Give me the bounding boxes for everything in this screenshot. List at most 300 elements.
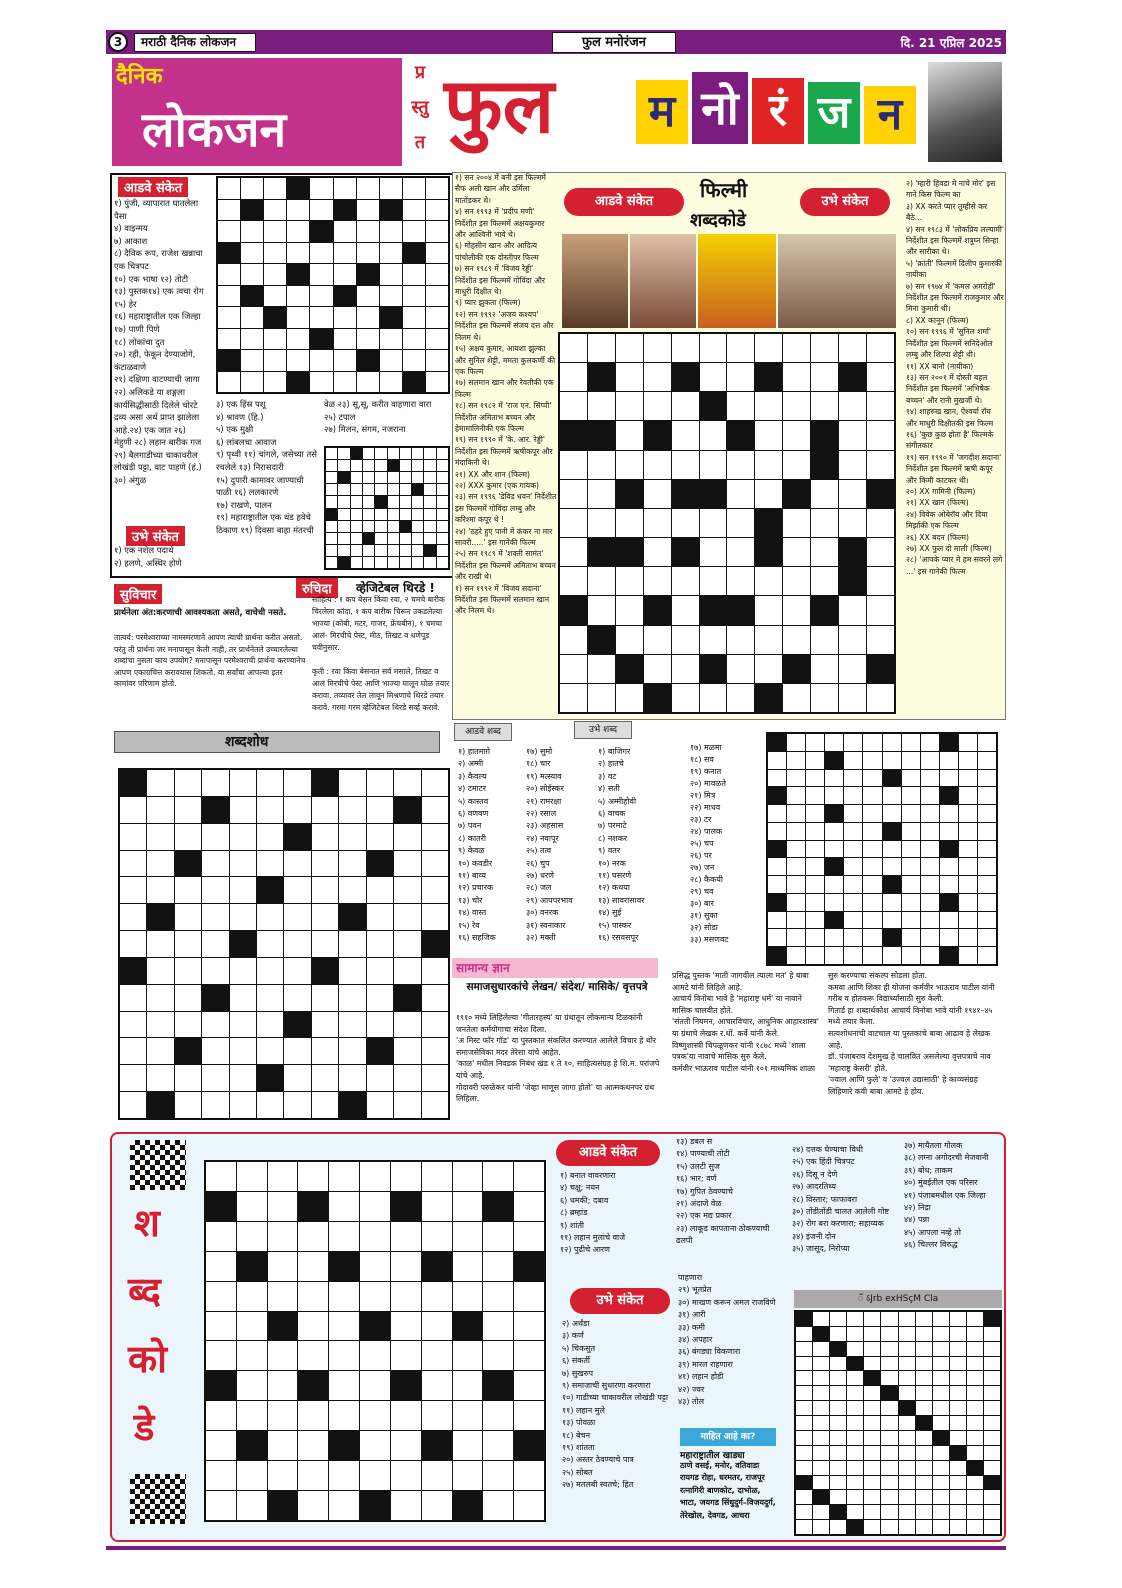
shabdshodh-cell [257,1092,283,1118]
solution-cell [424,521,435,532]
solution-cell [959,752,977,769]
film-cell [727,421,754,449]
crossword-cell [391,1162,421,1191]
crossword-cell [360,1282,390,1311]
shabdshodh-cell [422,797,448,823]
wordsearch-cell [830,1431,846,1445]
shabdshodh-cell [120,958,146,984]
film-cell [783,421,810,449]
shabdshodh-cell [147,1038,173,1064]
crossword-cell [264,329,286,350]
solution-cell [921,912,939,929]
wordsearch-cell [796,1357,812,1371]
film-cell [588,626,615,654]
wordsearch-cell [847,1490,863,1504]
wordsearch-cell [881,1416,897,1430]
wordsearch-cell [933,1431,949,1445]
film-cell [672,655,699,683]
crossword-cell [298,1222,328,1251]
solution-cell [326,460,337,471]
crossword-cell [268,1312,298,1341]
solution-cell [388,460,399,471]
film-cell [588,509,615,537]
solution-cell [375,448,386,459]
shabdshodh-cell [257,1012,283,1038]
solution-cell [940,805,958,822]
solution-cell [326,509,337,520]
solution-cell [787,823,805,840]
solution-cell [883,841,901,858]
wordsearch-cell [864,1401,880,1415]
wordsearch-cell [864,1342,880,1356]
shabdshodh-cell [230,958,256,984]
shabdshodh-cell [147,877,173,903]
shabdshodh-cell [202,824,228,850]
solution-cell [338,545,349,556]
solution-cell [825,787,843,804]
crossword-cell [329,1341,359,1370]
wordsearch-cell [847,1357,863,1371]
wordsearch-cell [984,1505,1000,1519]
wordsearch-cell [984,1520,1000,1534]
wordsearch-cell [847,1505,863,1519]
film-cell [616,596,643,624]
crossword-cell [287,178,309,199]
crossword-cell [483,1401,513,1430]
wordsearch-cell [933,1357,949,1371]
solution-cell [978,823,996,840]
wordsearch-cell [813,1401,829,1415]
crossword-cell [422,1252,452,1281]
shabdshodh-cell [284,1012,310,1038]
solution-cell [940,947,958,964]
side-pattern-bottom [130,1474,186,1524]
shabdshodh-cell [284,1038,310,1064]
wordsearch-cell [881,1327,897,1341]
wordsearch-cell [933,1342,949,1356]
shabdshodh-cell [147,770,173,796]
crossword-cell [329,1162,359,1191]
solution-cell [388,472,399,483]
shabdshodh-cell [339,931,365,957]
solution-cell [921,805,939,822]
crossword-cell [298,1312,328,1341]
wordsearch-cell [796,1401,812,1415]
wordsearch-cell [933,1461,949,1475]
wordsearch-cell [796,1431,812,1445]
crossword-cell [241,286,263,307]
crossword-cell [334,350,356,371]
side-title-4: डे [134,1405,155,1449]
shabdshodh-cell [339,797,365,823]
solution-cell [768,858,786,875]
wordsearch-cell [881,1505,897,1519]
solution-cell [959,841,977,858]
film-down-label: उभे संकेत [800,188,890,216]
film-cell [867,567,894,595]
solution-cell [863,787,881,804]
shabdshodh-cell [312,958,338,984]
film-cell [755,392,782,420]
solution-cell [806,929,824,946]
film-cell [867,538,894,566]
solution-cell [959,734,977,751]
shabdshodh-cell [312,824,338,850]
film-cell [783,567,810,595]
crossword-cell [403,178,425,199]
solution-cell [768,734,786,751]
shabdshodh-cell [339,1092,365,1118]
crossword-cell [360,1192,390,1221]
crossword1-grid[interactable] [216,176,450,394]
shabdshodh-cell [422,824,448,850]
film-cell [783,451,810,479]
shabdshodh-cell [230,770,256,796]
shabdshodh-cell [230,851,256,877]
solution-cell [375,472,386,483]
paper-name: मराठी दैनिक लोकजन [134,33,256,52]
wordsearch-cell [847,1312,863,1326]
shabdshodh-cell [230,931,256,957]
crossword-cell [514,1401,544,1430]
solution-cell [844,929,862,946]
solution-cell [883,894,901,911]
solution-cell [940,929,958,946]
wordsearch-cell [967,1431,983,1445]
crossword-cell [268,1162,298,1191]
shabdshodh-cell [367,985,393,1011]
film-cell [588,451,615,479]
masthead-letter-ran: रं [752,78,804,144]
crossword-cell [264,372,286,393]
solution-cell [363,484,374,495]
crossword-cell [310,372,332,393]
crossword-cell [287,243,309,264]
solution-cell [351,509,362,520]
solution-cell [437,496,448,507]
solution-cell [940,823,958,840]
shabdshodh-cell [230,877,256,903]
wordsearch-cell [916,1312,932,1326]
solution-cell [338,533,349,544]
wordsearch-cell [864,1371,880,1385]
wordsearch-cell [864,1520,880,1534]
shabdshodh-cell [422,877,448,903]
crossword-cell [237,1491,267,1520]
shabdshodh-cell [367,824,393,850]
crossword-cell [453,1461,483,1490]
solution-cell [844,805,862,822]
wordsearch-cell [899,1505,915,1519]
crossword-cell [380,200,402,221]
wordsearch-cell [881,1431,897,1445]
crossword-cell [380,178,402,199]
film-clues-left: १) सन २००४ में बनी इस फिल्ममें सैफ अली खान और उर्मिला मातोंडकर थे। ४) सन १९९३ में 'प्रदीप मणी' निर्देशीत इस फिल्ममें अक्षयकुमार और आश्विनी भावे थे। ६) मोहसीन खान और आदित्य पांचोलीकी एक दोस्तीपर फिल्म ७) सन १९८९ में 'विजय रेड्डी' निर्देशीत इस फिल्ममें गोविंदा और माधुरी दिक्षीत थे। ९) प्यार झुकता (फिल्म) १२) सन १९९२ 'अजय कश्यप' निर्देशीत इस फिल्ममें संजय दत्त और निलम थे। १५) अक्षय कुमार, आयशा झुल्का और सुनिल शेट्टी, ममता कुलकर्णी की एक फिल्म १७) सलमान खान और रेवतीकी एक फिल्म १८) सन १९८२ में 'राज एन. सिप्पी' निर्देशीत अमिताभ बच्चन और हेमामालिनीकी एक फिल्म १९) सन १९९० में 'के. आर. रेड्डी' निर्देशीत इस फिल्ममें ऋषीकपूर और मंदाकिनी थे। २१) XX और शान (फिल्म) २२) XXX कुमार (एक गायक) २३) सन १९९६ 'डेविड धवन' निर्देशीत इस फिल्ममें गोविंदा लम्बु और करिश्मा कपूर थे ! २४) 'ठहरे हुए पानी में कंकर ना मार सावरी.....' इस गानेकी फिल्म २५) सन १९८९ में 'शक्ती सामंत' निर्देशीत इस फिल्ममें अमिताभ बच्चन और राखी थे। १) सन १९९२ में 'विजय सदाना' निर्देशीत इस फिल्ममें सलमान खान और निलम थे। [455,173,557,616]
crossword-cell [241,307,263,328]
masthead-letter-na: न [864,86,916,144]
solution-cell [768,929,786,946]
shabdshodh-cell [257,877,283,903]
solution-cell [844,876,862,893]
shabdshodh-cell [394,877,420,903]
crossword-cell [334,307,356,328]
film-cell [783,596,810,624]
crossword-cell [206,1192,236,1221]
crossword-cell [264,286,286,307]
shabdshodh-cell [339,824,365,850]
wordsearch-cell [967,1461,983,1475]
wordsearch-cell [813,1312,829,1326]
solution-cell [883,929,901,946]
wordsearch-cell [933,1401,949,1415]
wordsearch-cell [967,1386,983,1400]
crossword-cell [268,1461,298,1490]
crossword-cell [264,264,286,285]
crossword-cell [237,1312,267,1341]
crossword-cell [357,178,379,199]
solution-cell [437,557,448,568]
shabdshodh-cell [230,904,256,930]
solution-cell [437,448,448,459]
crossword-cell [357,372,379,393]
wordsearch-cell [813,1431,829,1445]
film-clues-right: २) 'म्हारी हिवडा मे नाचे मोर' इस गाने किस फिल्म का ३) XX करते प्यार तुम्हीसे कर बैठे... ४) सन १९८३ में 'लोकप्रिय लल्यामी' निर्देशीत इस फिल्ममें शत्रुघ्न सिन्हा और सारीका थे। ५) 'क्रांती' फिल्ममें दिलीप कुमारकी नायीका ७) सन १९७४ में 'कमल अमरोही' निर्देशीत इस फिल्ममें राजकुमार और मिना कुमारी थी। ८) XX कानून (फिल्म) १०) सन १९९६ में 'सुनिल शर्मा' निर्देशीत इस फिल्ममें सनिदेओल लम्बु और शिल्पा शेट्टी थी। ११) XX बानो (नायीका) १३) सन २००१ में दोस्ती बहल निर्देशीत इस फिल्ममें 'अभिषेक बच्चन' और रानी मुखर्जी थे। १४) शाहरुख खान, ऐश्वर्या रॉय और माधुरी दिक्षीतकी इस फिल्म १६) 'कुछ कुछ होता है' फिल्मके संगीतकार १९) सन १९९० में 'जगदीश सदाना' निर्देशीत इस फिल्ममें ऋषी कपूर और किमी काटकर थी। २०) XX गामिनी (फिल्म) २१) XX खान (फिल्म) २४) विवेक ओबेरॉय और दिया मिर्झाकी एक फिल्म २६) XX बदन (फिल्म) २७) XX फुल दो माली (फिल्म) २८) 'आपके प्यार मे हम सवरने लगे ...' इस गानेकी फिल्म [906,179,1004,576]
film-cell [644,509,671,537]
wordsearch-cell [864,1386,880,1400]
film-cell [560,363,587,391]
solution-cell [400,557,411,568]
crossword-cell [453,1192,483,1221]
solution-cell [863,912,881,929]
cw3-down-2: पाहणारा २९) भूतप्रेत ३०) माखण करून अमल राजविणे ३१) आरी ३३) कमी ३४) अपहार ३६) बंगड्या विकणारा ३९) मारल राहणारा ४१) लहान होडी ४२) ज्वर ४३) तोल [678,1273,776,1407]
ruchi-body: साहित्य : १ कप बेसन किंवा रवा, २ चमचे बारीक चिरलेला कांदा, १ कप बारीक चिरून उकडलेल्या भाज्या (कोबी, मटर, गाजर, फ्रेंचबीन), १ चमचा आलं- मिरचीचे पेस्ट, मीठ, तिखट व धणेपूड चवीनुसार. [312,595,445,652]
wordsearch-cell [967,1357,983,1371]
solution-cell [400,484,411,495]
solution-cell [787,841,805,858]
ss-words-col3: १) बाजिगर २) हातचे ३) वट ४) सती ५) अम्मीहोवी ६) वाचक ७) परमाटे ८) नशकर ९) वतर १०) नरक ११) घसरणे १२) कथया १३) सावरासावर १४) सुई १५) पास्कर १६) रसवसपूर [598,747,645,943]
film-across-label: आडवे संकेत [564,188,684,216]
solution-cell [375,533,386,544]
wordsearch-cell [950,1342,966,1356]
wordsearch-cell [933,1490,949,1504]
wordsearch-cell [916,1520,932,1534]
shabdshodh-cell [284,797,310,823]
crossword-cell [422,1282,452,1311]
wordsearch-cell [899,1446,915,1460]
crossword-cell [268,1371,298,1400]
crossword-cell [514,1222,544,1251]
crossword-cell [237,1282,267,1311]
wordsearch-cell [933,1371,949,1385]
wordsearch-cell [813,1357,829,1371]
wordsearch-cell [796,1461,812,1475]
film-crossword-grid[interactable] [558,332,896,714]
cw3-across-1: १) बनात वावरणारा ४) चक्षु; नयन ६) धमकी; दबाव ८) ब्रम्हांड ९) शांती ११) लहान मुलांचे वाजे १२) पुढीचे आरण [560,1171,626,1255]
crossword-cell [483,1491,513,1520]
solution-cell [363,496,374,507]
crossword-cell [310,329,332,350]
crossword-cell [360,1491,390,1520]
crossword-cell [310,286,332,307]
crossword-cell [329,1222,359,1251]
shabdshodh-cell [120,985,146,1011]
film-cell [588,655,615,683]
crossword-cell [334,264,356,285]
crossword-cell [514,1192,544,1221]
wordsearch-cell [813,1446,829,1460]
shabdshodh-cell [284,931,310,957]
shabdshodh-cell [422,985,448,1011]
film-cell [700,538,727,566]
crossword-cell [360,1371,390,1400]
solution-cell [883,876,901,893]
wordsearch-cell [950,1401,966,1415]
wordsearch-cell [967,1446,983,1460]
solution-cell [768,805,786,822]
crossword-cell [310,307,332,328]
solution-cell [806,858,824,875]
shabdshodh-cell [394,958,420,984]
ss-words-col4: १७) मळमा १८) सव १९) कनात २०) मावळते २१) मित्र २२) माधव २३) टर २४) पालक २५) चप २६) पर २७) जन २८) कैकयी २९) चव ३०) बार ३१) सुका ३२) सोडा ३३) मसणवट [690,743,729,944]
film-cell [839,538,866,566]
film-cell [867,363,894,391]
solution-cell [844,787,862,804]
wordsearch-cell [813,1416,829,1430]
solution-cell [902,858,920,875]
solution-cell [412,496,423,507]
solution-cell [400,545,411,556]
crossword-cell [426,264,448,285]
crossword-cell [426,329,448,350]
wordsearch-cell [813,1520,829,1534]
solution-cell [412,484,423,495]
wordsearch-cell [864,1446,880,1460]
shabdshodh-cell [202,1065,228,1091]
crossword-cell [360,1431,390,1460]
crossword-cell [360,1341,390,1370]
solution-cell [921,894,939,911]
film-cell [755,509,782,537]
crossword-cell [360,1312,390,1341]
film-cell [727,596,754,624]
wordsearch-cell [864,1327,880,1341]
solution-cell [326,533,337,544]
crossword-cell [403,307,425,328]
solution-cell [863,734,881,751]
crossword-cell [391,1192,421,1221]
wordsearch-cell [899,1461,915,1475]
cw1-solution-grid [324,446,450,570]
shabdshodh-cell [422,1038,448,1064]
shabdshodh-cell [230,1038,256,1064]
shabdshodh-cell [284,958,310,984]
wordsearch-cell [967,1520,983,1534]
solution-cell [978,752,996,769]
bottom-crossword-grid[interactable] [204,1160,546,1522]
solution-cell [437,484,448,495]
film-cell [783,655,810,683]
solution-cell [940,752,958,769]
solution-cell [363,557,374,568]
crossword-cell [298,1282,328,1311]
crossword-cell [329,1252,359,1281]
shabdshodh-cell [422,770,448,796]
solution-cell [825,841,843,858]
film-cell [616,567,643,595]
wordsearch-cell [967,1476,983,1490]
wordsearch-cell [881,1342,897,1356]
wordsearch-cell [796,1520,812,1534]
crossword-cell [264,200,286,221]
crossword-cell [298,1252,328,1281]
solution-cell [978,929,996,946]
wordsearch-cell [881,1461,897,1475]
wordsearch-cell [967,1490,983,1504]
shabdshodh-cell [175,985,201,1011]
film-cell [700,626,727,654]
solution-cell [959,823,977,840]
solution-cell [412,472,423,483]
film-cell [783,626,810,654]
shabdshodh-cell [202,797,228,823]
solution-cell [351,472,362,483]
crossword-cell [453,1431,483,1460]
film-cell [588,596,615,624]
crossword-cell [237,1371,267,1400]
solution-cell [978,876,996,893]
solution-cell [400,521,411,532]
shabdshodh-cell [394,985,420,1011]
solution-cell [768,752,786,769]
shabdshodh-cell [147,824,173,850]
shabdshodh-cell [394,770,420,796]
side-title-2: ब्द [128,1269,161,1313]
solution-cell [787,770,805,787]
shabdshodh-grid[interactable] [118,768,450,1120]
solution-cell [902,787,920,804]
wordsearch-cell [881,1446,897,1460]
crossword-cell [514,1252,544,1281]
crossword-cell [206,1401,236,1430]
solution-cell [351,448,362,459]
wordsearch-cell [830,1357,846,1371]
solution-cell [768,823,786,840]
solution-cell [338,472,349,483]
film-cell [560,509,587,537]
crossword-cell [514,1431,544,1460]
wordsearch-cell [830,1327,846,1341]
film-cell [867,392,894,420]
wordsearch-cell [950,1446,966,1460]
film-cell [616,509,643,537]
solution-cell [863,894,881,911]
cw3-across-label: आडवे संकेत [556,1140,660,1166]
crossword-cell [298,1431,328,1460]
wordsearch-cell [796,1446,812,1460]
wordsearch-cell [796,1416,812,1430]
crossword-cell [453,1401,483,1430]
film-cell [588,363,615,391]
wordsearch-cell [967,1505,983,1519]
crossword-cell [287,221,309,242]
shabdshodh-title: शब्दशोध [114,731,440,753]
shabdshodh-cell [367,1092,393,1118]
solution-cell [883,805,901,822]
crossword-cell [329,1461,359,1490]
wordsearch-cell [847,1371,863,1385]
wordsearch2-title: ॅ ऽJrb exHSçM Cla [794,1290,1002,1308]
solution-cell [883,947,901,964]
